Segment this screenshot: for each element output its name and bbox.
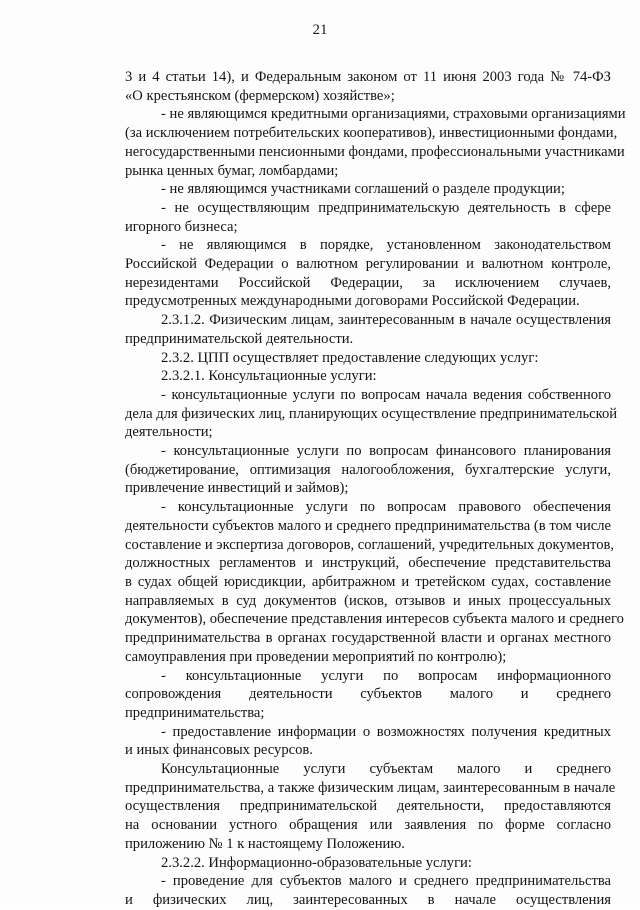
- text-line: негосударственными пенсионными фондами, профессиональными участниками: [125, 143, 625, 160]
- text-line: деятельности субъектов малого и среднего предпринимательства (в том числе: [125, 517, 611, 534]
- text-line: предпринимательской деятельности.: [125, 330, 354, 347]
- paragraph-p7: [89, 349, 611, 368]
- paragraph-p8: [89, 367, 611, 386]
- text-line: нерезидентами Российской Федерации, за исключением случаев,: [125, 274, 611, 291]
- text-line: документов), обеспечение представления интересов субъекта малого и среднего: [125, 611, 624, 628]
- text-line: осуществления предпринимательской деятельности, предоставляются: [125, 798, 611, 815]
- text-line: 2.3.2.1. Консультационные услуги:: [161, 368, 377, 385]
- paragraph-p14: [89, 760, 616, 854]
- text-line: приложению № 1 к настоящему Положению.: [125, 835, 405, 852]
- text-line: (бюджетирование, оптимизация налогообложения, бухгалтерские услуги,: [125, 461, 611, 478]
- text-line: предпринимательства;: [125, 704, 265, 721]
- paragraph-p10: [89, 442, 611, 498]
- text-line: предусмотренных международными договорами Российской Федерации.: [125, 293, 580, 310]
- text-line: самоуправления при проведении мероприятий по контролю);: [125, 648, 507, 665]
- paragraph-p1: [89, 68, 611, 105]
- text-line: 2.3.2. ЦПП осуществляет предоставление следующих услуг:: [161, 349, 539, 366]
- paragraph-p12: [89, 667, 611, 723]
- text-line: и физических лиц, заинтересованных в начале осуществления: [125, 891, 611, 908]
- text-line: - консультационные услуги по вопросам финансового планирования: [161, 443, 611, 460]
- text-line: составление и экспертиза договоров, соглашений, учредительных документов,: [125, 536, 615, 553]
- paragraph-p3: [89, 180, 611, 199]
- text-line: - не являющимся кредитными организациями, страховыми организациями: [161, 106, 626, 123]
- text-line: рынка ценных бумаг, ломбардами;: [125, 162, 339, 179]
- text-line: сопровождения деятельности субъектов малого и среднего: [125, 686, 611, 703]
- paragraph-p9: [89, 386, 618, 442]
- text-line: 2.3.1.2. Физическим лицам, заинтересованным в начале осуществления: [161, 312, 611, 329]
- text-line: игорного бизнеса;: [125, 218, 238, 235]
- text-line: - консультационные услуги по вопросам информационного: [161, 667, 611, 684]
- text-line: и иных финансовых ресурсов.: [125, 742, 313, 759]
- paragraph-p16: [89, 872, 611, 909]
- paragraph-p2: [89, 105, 626, 180]
- text-line: должностных регламентов и инструкций, обеспечение представительства: [125, 555, 611, 572]
- text-line: Консультационные услуги субъектам малого и среднего: [161, 761, 611, 778]
- page-number: 21: [312, 22, 328, 38]
- text-line: (за исключением потребительских кооперативов), инвестиционными фондами,: [125, 125, 618, 142]
- text-line: - не являющимся участниками соглашений о разделе продукции;: [161, 181, 565, 198]
- text-line: дела для физических лиц, планирующих осуществление предпринимательской: [125, 405, 618, 422]
- text-line: - не осуществляющим предпринимательскую деятельность в сфере: [161, 199, 611, 216]
- text-line: - не являющимся в порядке, установленном законодательством: [161, 237, 611, 254]
- text-line: - предоставление информации о возможностях получения кредитных: [161, 723, 611, 740]
- paragraph-p6: [89, 311, 611, 348]
- text-line: направляемых в суд документов (исков, отзывов и иных процессуальных: [125, 592, 611, 609]
- paragraph-p5: [89, 236, 611, 311]
- paragraph-p4: [89, 199, 611, 236]
- document-body: [89, 68, 626, 910]
- text-line: «О крестьянском (фермерском) хозяйстве»;: [125, 87, 395, 104]
- text-line: 3 и 4 статьи 14), и Федеральным законом от 11 июня 2003 года № 74-ФЗ: [125, 69, 611, 85]
- text-line: - консультационные услуги по вопросам правового обеспечения: [161, 499, 611, 516]
- text-line: - консультационные услуги по вопросам начала ведения собственного: [161, 386, 611, 403]
- text-line: 2.3.2.2. Информационно-образовательные услуги:: [161, 854, 472, 871]
- paragraph-p15: [89, 854, 611, 873]
- text-line: Российской Федерации о валютном регулировании и валютном контроле,: [125, 256, 611, 273]
- paragraph-p11: [89, 498, 624, 666]
- text-line: привлечение инвестиций и займов);: [125, 480, 349, 497]
- text-line: предпринимательства, а также физическим лицам, заинтересованным в начале: [125, 779, 616, 796]
- text-line: - проведение для субъектов малого и среднего предпринимательства: [161, 873, 611, 890]
- text-line: деятельности;: [125, 424, 213, 441]
- text-line: в судах общей юрисдикции, арбитражном и третейском судах, составление: [125, 573, 611, 590]
- text-line: на основании устного обращения или заявления по форме согласно: [125, 817, 611, 834]
- text-line: предпринимательства в органах государственной власти и органах местного: [125, 630, 611, 647]
- paragraph-p13: [89, 723, 611, 760]
